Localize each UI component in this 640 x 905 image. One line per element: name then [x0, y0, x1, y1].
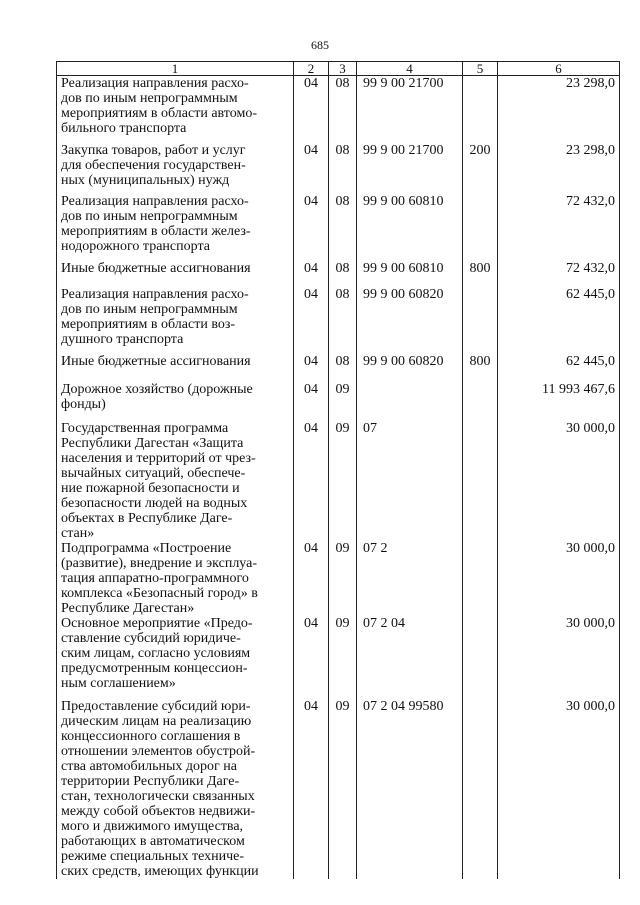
row-subsection-cell: 08 — [329, 194, 357, 261]
row-section-cell: 04 — [294, 76, 329, 143]
page-number: 685 — [311, 38, 329, 52]
column-header: 5 — [463, 62, 498, 76]
row-name-cell: Предоставление субсидий юри- дическим лицам на реализацию концессионного соглашения в отношении элементов обустрой- ства автомобильных дорог на территории Республики Даге- стан, технологически связанных между собой объектов недвижи- мого и движимого имущества, работающих в автоматическом режиме специальных техниче- ских средств, имеющих функции — [57, 699, 294, 879]
budget-table — [56, 61, 620, 879]
row-name-cell: Иные бюджетные ассигнования — [57, 261, 294, 287]
row-amount-cell: 30 000,0 — [498, 421, 620, 541]
row-target-article-cell: 99 9 00 21700 — [357, 76, 463, 143]
row-subsection-cell: 09 — [329, 699, 357, 879]
row-amount-cell: 72 432,0 — [498, 194, 620, 261]
row-expense-type-cell — [463, 421, 498, 541]
table-row — [57, 143, 620, 194]
row-amount-cell: 23 298,0 — [498, 76, 620, 143]
table-row — [57, 616, 620, 699]
row-expense-type-cell — [463, 541, 498, 616]
row-target-article-cell: 99 9 00 60820 — [357, 287, 463, 354]
row-subsection-cell: 09 — [329, 382, 357, 421]
table-row — [57, 699, 620, 879]
row-amount-cell: 30 000,0 — [498, 699, 620, 879]
row-expense-type-cell — [463, 76, 498, 143]
row-name-cell: Закупка товаров, работ и услуг для обеспечения государствен- ных (муниципальных) нужд — [57, 143, 294, 194]
row-target-article-cell: 07 2 04 — [357, 616, 463, 699]
row-target-article-cell: 99 9 00 21700 — [357, 143, 463, 194]
row-expense-type-cell — [463, 287, 498, 354]
row-expense-type-cell: 800 — [463, 261, 498, 287]
row-section-cell: 04 — [294, 287, 329, 354]
row-subsection-cell: 08 — [329, 354, 357, 382]
table-row — [57, 194, 620, 261]
row-section-cell: 04 — [294, 354, 329, 382]
row-amount-cell: 23 298,0 — [498, 143, 620, 194]
row-target-article-cell: 99 9 00 60810 — [357, 194, 463, 261]
row-subsection-cell: 08 — [329, 261, 357, 287]
table-row — [57, 287, 620, 354]
table-row — [57, 261, 620, 287]
row-subsection-cell: 09 — [329, 616, 357, 699]
table-body — [57, 76, 620, 879]
row-amount-cell: 30 000,0 — [498, 616, 620, 699]
table-row — [57, 354, 620, 382]
row-section-cell: 04 — [294, 616, 329, 699]
row-amount-cell: 30 000,0 — [498, 541, 620, 616]
row-section-cell: 04 — [294, 143, 329, 194]
column-header: 3 — [329, 62, 357, 76]
row-section-cell: 04 — [294, 261, 329, 287]
table-row — [57, 76, 620, 143]
table-row — [57, 421, 620, 541]
row-name-cell: Подпрограмма «Построение (развитие), внедрение и эксплуа- тация аппаратно-программного комплекса «Безопасный город» в Республике Дагестан» — [57, 541, 294, 616]
row-expense-type-cell — [463, 382, 498, 421]
row-expense-type-cell: 200 — [463, 143, 498, 194]
row-target-article-cell: 07 2 — [357, 541, 463, 616]
row-subsection-cell: 09 — [329, 421, 357, 541]
row-name-cell: Реализация направления расхо- дов по иным непрограммным мероприятиям в области желез- нодорожного транспорта — [57, 194, 294, 261]
row-amount-cell: 62 445,0 — [498, 354, 620, 382]
row-section-cell: 04 — [294, 699, 329, 879]
row-name-cell: Реализация направления расхо- дов по иным непрограммным мероприятиям в области воз- душного транспорта — [57, 287, 294, 354]
row-target-article-cell: 99 9 00 60810 — [357, 261, 463, 287]
row-subsection-cell: 09 — [329, 541, 357, 616]
column-header: 2 — [294, 62, 329, 76]
row-expense-type-cell — [463, 616, 498, 699]
row-name-cell: Реализация направления расхо- дов по иным непрограммным мероприятиям в области автомо- бильного транспорта — [57, 76, 294, 143]
column-header: 1 — [57, 62, 294, 76]
column-header: 6 — [498, 62, 620, 76]
row-section-cell: 04 — [294, 421, 329, 541]
row-expense-type-cell — [463, 194, 498, 261]
table-row — [57, 382, 620, 421]
row-target-article-cell: 07 2 04 99580 — [357, 699, 463, 879]
row-section-cell: 04 — [294, 382, 329, 421]
table-header-row — [57, 62, 620, 76]
table-row — [57, 541, 620, 616]
row-section-cell: 04 — [294, 194, 329, 261]
row-amount-cell: 11 993 467,6 — [498, 382, 620, 421]
row-target-article-cell: 99 9 00 60820 — [357, 354, 463, 382]
row-target-article-cell — [357, 382, 463, 421]
row-expense-type-cell: 800 — [463, 354, 498, 382]
row-expense-type-cell — [463, 699, 498, 879]
row-name-cell: Основное мероприятие «Предо- ставление субсидий юридиче- ским лицам, согласно условиям предусмотренным концессион- ным соглашением» — [57, 616, 294, 699]
row-name-cell: Государственная программа Республики Дагестан «Защита населения и территорий от чрез- вычайных ситуаций, обеспече- ние пожарной безопасности и безопасности людей на водных объектах в Республике Даге- стан» — [57, 421, 294, 541]
row-name-cell: Дорожное хозяйство (дорожные фонды) — [57, 382, 294, 421]
row-name-cell: Иные бюджетные ассигнования — [57, 354, 294, 382]
row-subsection-cell: 08 — [329, 76, 357, 143]
column-header: 4 — [357, 62, 463, 76]
row-section-cell: 04 — [294, 541, 329, 616]
row-subsection-cell: 08 — [329, 143, 357, 194]
row-amount-cell: 72 432,0 — [498, 261, 620, 287]
row-target-article-cell: 07 — [357, 421, 463, 541]
row-subsection-cell: 08 — [329, 287, 357, 354]
row-amount-cell: 62 445,0 — [498, 287, 620, 354]
